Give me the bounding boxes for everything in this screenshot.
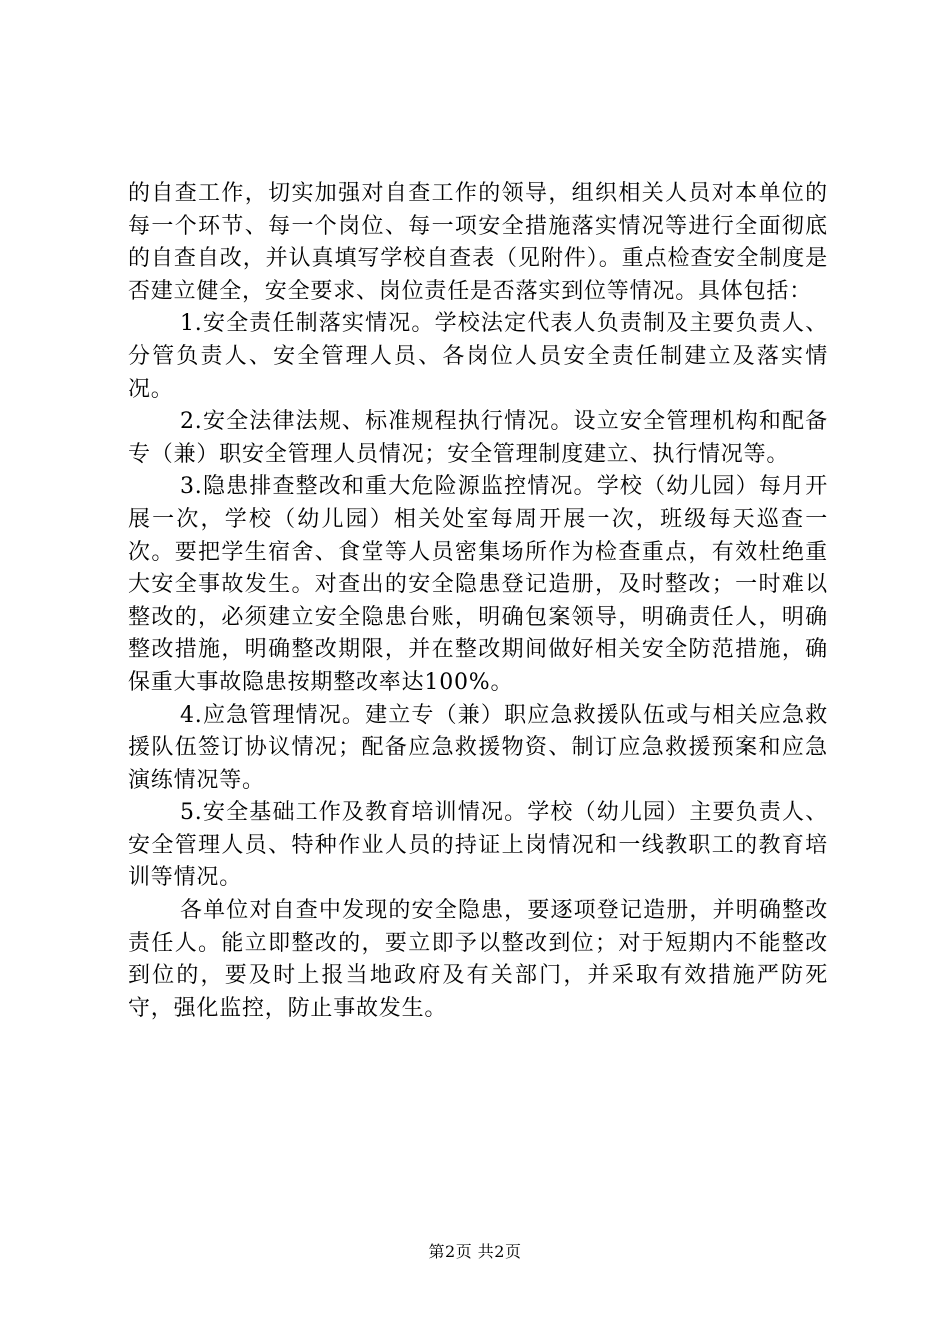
paragraph-item-5: 5.安全基础工作及教育培训情况。学校（幼儿园）主要负责人、安全管理人员、特种作业人员的持证上岗情况和一线教职工的教育培训等情况。 [128, 800, 828, 891]
page-number-label: 第2页 共2页 [428, 1242, 522, 1261]
document-body [128, 178, 828, 1025]
paragraph-item-1: 1.安全责任制落实情况。学校法定代表人负责制及主要负责人、分管负责人、安全管理人员、各岗位人员安全责任制建立及落实情况。 [128, 311, 828, 402]
page-footer [0, 1242, 950, 1262]
paragraph-closing: 各单位对自查中发现的安全隐患，要逐项登记造册，并明确整改责任人。能立即整改的，要立即予以整改到位；对于短期内不能整改到位的，要及时上报当地政府及有关部门，并采取有效措施严防死守，强化监控，防止事故发生。 [128, 898, 828, 1021]
paragraph-item-3: 3.隐患排查整改和重大危险源监控情况。学校（幼儿园）每月开展一次，学校（幼儿园）相关处室每周开展一次，班级每天巡查一次。要把学生宿舍、食堂等人员密集场所作为检查重点，有效杜绝重大安全事故发生。对查出的安全隐患登记造册，及时整改；一时难以整改的，必须建立安全隐患台账，明确包案领导，明确责任人，明确整改措施，明确整改期限，并在整改期间做好相关安全防范措施，确保重大事故隐患按期整改率达100%。 [128, 474, 828, 695]
paragraph-item-2: 2.安全法律法规、标准规程执行情况。设立安全管理机构和配备专（兼）职安全管理人员情况；安全管理制度建立、执行情况等。 [128, 409, 828, 467]
paragraph-intro: 的自查工作，切实加强对自查工作的领导，组织相关人员对本单位的每一个环节、每一个岗位、每一项安全措施落实情况等进行全面彻底的自查自改，并认真填写学校自查表（见附件）。重点检查安全制度是否建立健全，安全要求、岗位责任是否落实到位等情况。具体包括： [128, 181, 828, 304]
paragraph-item-4: 4.应急管理情况。建立专（兼）职应急救援队伍或与相关应急救援队伍签订协议情况；配备应急救援物资、制订应急救援预案和应急演练情况等。 [128, 702, 828, 793]
